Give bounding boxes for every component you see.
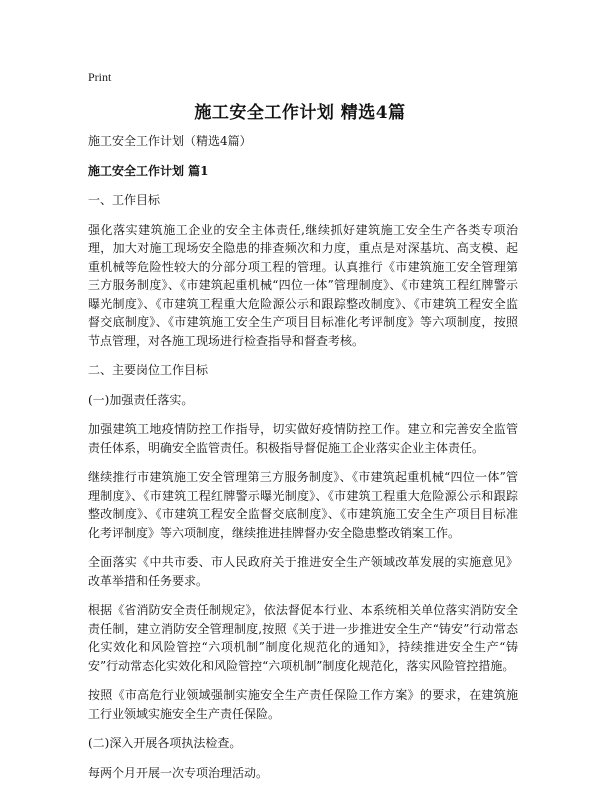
- paragraph-insurance: 按照《市高危行业领域强制实施安全生产责任保险工作方案》的要求，在建筑施工行业领域实施安全生产责任保险。: [88, 688, 518, 721]
- paragraph-epidemic-control: 加强建筑工地疫情防控工作指导，切实做好疫情防控工作。建立和完善安全监管责任体系，明确安全监管责任。积极指导督促施工企业落实企业主体责任。: [88, 422, 518, 455]
- paragraph-fire-safety: 根据《省消防安全责任制规定》，依法督促本行业、本系统相关单位落实消防安全责任制，建立消防安全管理制度,按照《关于进一步推进安全生产“铸安”行动常态化实效化和风险管控“六项机制”制度化规范化的通知》，持续推进安全生产“铸安”行动常态化实效化和风险管控“六项机制”制度化规范化，落实风险管控措施。: [88, 603, 518, 673]
- document-subtitle: 施工安全工作计划（精选4篇）: [88, 134, 252, 148]
- paragraph-reform: 全面落实《中共市委、市人民政府关于推进安全生产领域改革发展的实施意见》改革举措和任务要求。: [88, 555, 518, 588]
- page-title: 施工安全工作计划 精选4篇: [194, 103, 406, 123]
- heading-work-goals: 一、工作目标: [88, 193, 161, 207]
- sub-heading-responsibility: (一)加强责任落实。: [88, 392, 194, 407]
- section-title: 施工安全工作计划 篇1: [88, 163, 209, 178]
- sub-heading-inspection: (二)深入开展各项执法检查。: [88, 736, 242, 750]
- print-label[interactable]: Print: [88, 70, 112, 84]
- document-body: [88, 132, 518, 793]
- heading-position-goals: 二、主要岗位工作目标: [88, 363, 209, 377]
- paragraph-six-systems: 继续推行市建筑施工安全管理第三方服务制度》、《市建筑起重机械“四位一体”管理制度》、《市建筑工程红牌警示曝光制度》、《市建筑工程重大危险源公示和跟踪整改制度》、《市建筑工程安全监督交底制度》、《市建筑施工安全生产项目目标准化考评制度》等六项制度，继续推进挂牌督办安全隐患整改销案工作。: [88, 470, 518, 540]
- paragraph-special-campaign: 每两个月开展一次专项治理活动。: [88, 765, 269, 780]
- paragraph-goals: 强化落实建筑施工企业的安全主体责任,继续抓好建筑施工安全生产各类专项治理，加大对施工现场安全隐患的排查频次和力度，重点是对深基坑、高支模、起重机械等危险性较大的分部分项工程的管理。认真推行《市建筑施工安全管理第三方服务制度》、《市建筑起重机械“四位一体”管理制度》、《市建筑工程红牌警示曝光制度》、《市建筑工程重大危险源公示和跟踪整改制度》、《市建筑工程安全监督交底制度》、《市建筑施工安全生产项目目标准化考评制度》等六项制度，按照节点管理，对各施工现场进行检查指导和督查考核。: [88, 222, 518, 348]
